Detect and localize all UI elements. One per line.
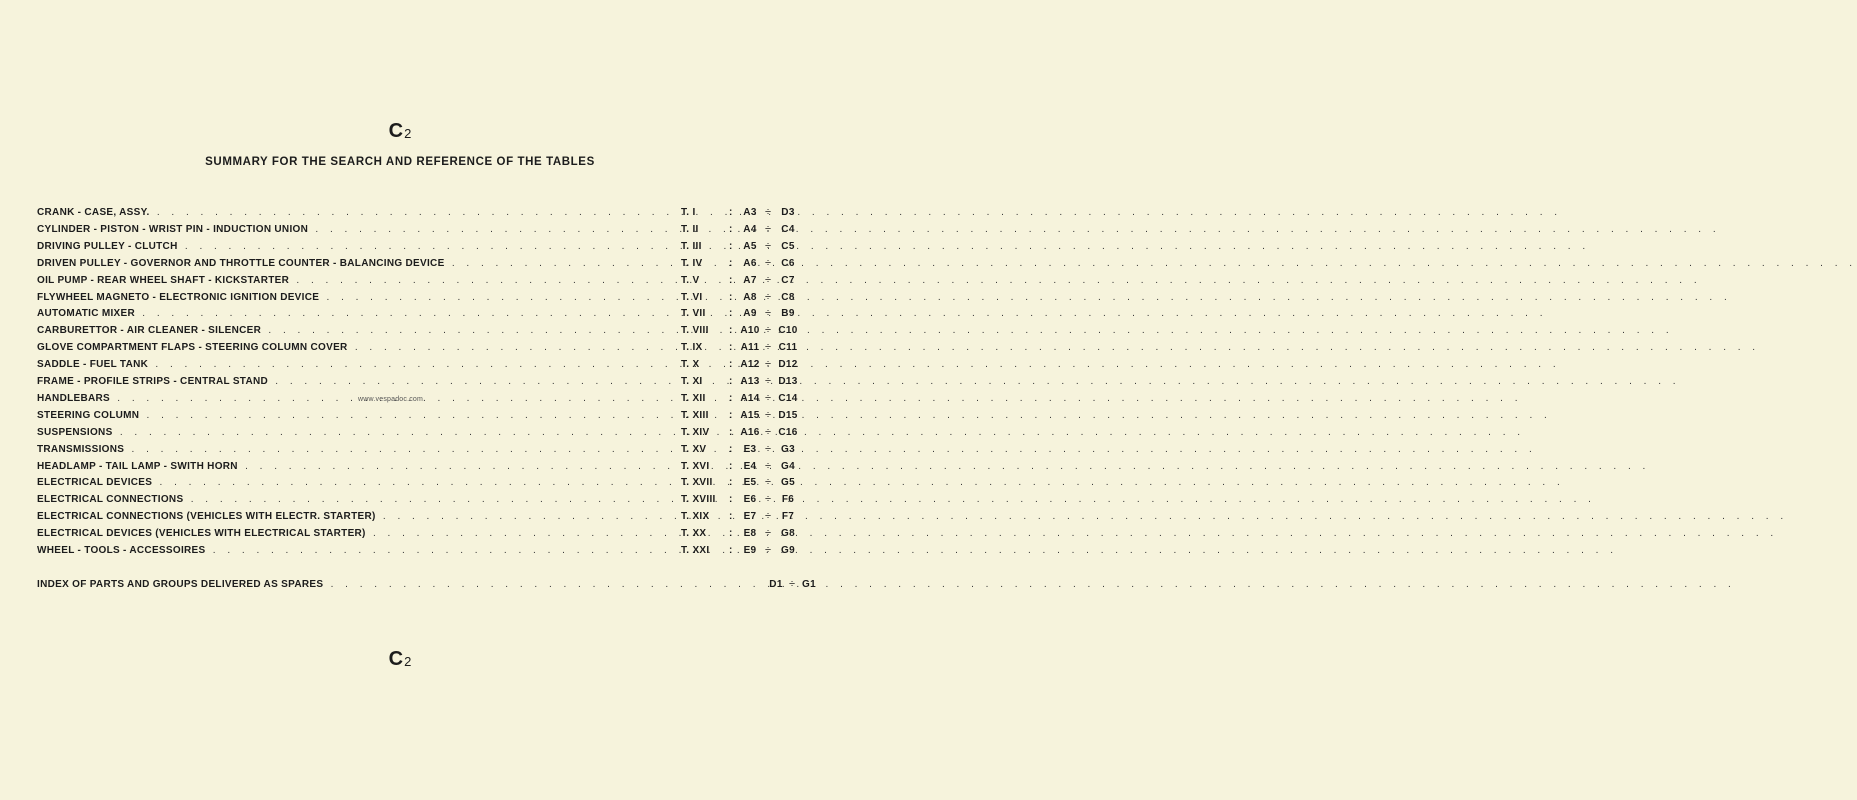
page-code-number-bottom: 2 [404, 654, 412, 669]
page-code-number: 2 [404, 126, 412, 141]
row-from-ref: E9 [743, 545, 757, 556]
row-colon: : [729, 528, 733, 540]
row-from-ref: A10 [740, 325, 760, 337]
table-row [37, 256, 795, 275]
index-row-to: G1 [802, 579, 816, 590]
row-label: DRIVING PULLEY - CLUTCH . . . [37, 241, 665, 252]
row-label: SADDLE - FUEL TANK . . . [37, 359, 665, 370]
row-to-ref: D15 [778, 409, 798, 421]
row-to-ref: G3 [781, 443, 795, 455]
index-row-from: D1 [769, 579, 783, 590]
page-code-bottom [0, 648, 800, 671]
row-label: ELECTRICAL CONNECTIONS (VEHICLES WITH ELECTR. STARTER) . . . [37, 511, 665, 522]
row-divide-sign: ÷ [765, 239, 772, 252]
row-table-number: T. VI [681, 291, 703, 303]
row-label: FLYWHEEL MAGNETO - ELECTRONIC IGNITION DEVICE . . . [37, 292, 665, 303]
row-from-ref: A5 [743, 240, 757, 252]
row-to-ref: G5 [781, 477, 795, 489]
row-divide-sign: ÷ [765, 527, 772, 540]
row-table-number: T. XIII [681, 409, 709, 421]
row-table-number: T. XI [681, 376, 703, 387]
index-row-divide-sign: ÷ [789, 578, 796, 590]
row-colon: : [729, 409, 733, 421]
row-divide-sign: ÷ [765, 375, 772, 387]
row-colon: : [729, 392, 733, 404]
row-divide-sign: ÷ [765, 493, 772, 506]
row-colon: : [729, 325, 733, 337]
watermark-text: www.vespadoc.com [358, 396, 424, 403]
row-label: GLOVE COMPARTMENT FLAPS - STEERING COLUMN COVER . . . [37, 342, 665, 353]
row-colon: : [729, 223, 733, 235]
row-divide-sign: ÷ [765, 391, 772, 404]
row-label: CYLINDER - PISTON - WRIST PIN - INDUCTION UNION . . . [37, 224, 665, 235]
table-row [37, 324, 798, 342]
row-to-ref: C14 [778, 392, 798, 404]
row-colon: : [729, 308, 733, 320]
row-colon: : [729, 477, 733, 489]
row-to-ref: F6 [781, 494, 795, 506]
row-label: OIL PUMP - REAR WHEEL SHAFT - KICKSTARTER . . . [37, 275, 665, 286]
table-row [37, 527, 795, 545]
page-code-top [0, 120, 800, 143]
row-colon: : [729, 460, 733, 472]
row-table-number: T. XX [681, 528, 707, 540]
row-divide-sign: ÷ [765, 273, 772, 286]
row-to-ref: C16 [778, 426, 798, 438]
row-table-number: T. XII [681, 392, 706, 404]
row-to-ref: C4 [781, 223, 795, 235]
table-row [37, 358, 798, 376]
table-row [37, 375, 798, 393]
row-label: CARBURETTOR - AIR CLEANER - SILENCER . . . [37, 325, 665, 336]
row-table-number: T. X [681, 359, 700, 371]
row-divide-sign: ÷ [765, 206, 772, 218]
row-to-ref: C6 [781, 257, 795, 269]
index-row [37, 578, 816, 596]
page-code-letter: C [388, 120, 404, 142]
row-table-number: T. XVIII [681, 494, 716, 506]
row-table-number: T. XIV [681, 426, 710, 438]
row-from-ref: E3 [743, 443, 757, 455]
table-row [37, 290, 795, 309]
row-from-ref: A11 [740, 342, 760, 354]
row-from-ref: E8 [743, 528, 757, 540]
row-from-ref: A14 [740, 392, 760, 404]
page-code-letter-bottom: C [388, 648, 404, 670]
row-label: DRIVEN PULLEY - GOVERNOR AND THROTTLE COUNTER - BALANCING DEVICE . . . [37, 258, 665, 269]
row-from-ref: A3 [743, 207, 757, 218]
table-row [37, 425, 798, 444]
row-divide-sign: ÷ [765, 307, 772, 320]
row-colon: : [729, 274, 733, 286]
row-divide-sign: ÷ [765, 459, 772, 472]
row-from-ref: A13 [740, 376, 760, 387]
row-to-ref: D12 [778, 359, 798, 371]
row-divide-sign: ÷ [765, 324, 772, 337]
table-row [37, 476, 795, 494]
row-table-number: T. XVII [681, 477, 713, 489]
row-to-ref: C5 [781, 240, 795, 252]
row-colon: : [729, 545, 733, 556]
row-to-ref: C8 [781, 291, 795, 303]
row-label: STEERING COLUMN . . . [37, 410, 665, 421]
row-from-ref: A8 [743, 291, 757, 303]
row-label: CRANK - CASE, ASSY. . . . [37, 207, 665, 218]
row-divide-sign: ÷ [765, 290, 772, 303]
row-to-ref: C7 [781, 274, 795, 286]
row-to-ref: C11 [778, 342, 798, 354]
table-row [37, 341, 798, 359]
row-label: HANDLEBARS . . . [37, 393, 665, 404]
row-divide-sign: ÷ [765, 256, 772, 269]
row-colon: : [729, 257, 733, 269]
row-from-ref: A16 [740, 426, 760, 438]
row-from-ref: A6 [743, 257, 757, 269]
row-from-ref: A15 [740, 409, 760, 421]
row-table-number: T. XXI [681, 545, 710, 556]
row-divide-sign: ÷ [765, 476, 772, 489]
page-title: SUMMARY FOR THE SEARCH AND REFERENCE OF THE TABLES [205, 156, 595, 168]
row-label: AUTOMATIC MIXER . . . [37, 308, 665, 319]
row-label: TRANSMISSIONS . . . [37, 444, 665, 455]
row-table-number: T. VII [681, 308, 706, 320]
row-divide-sign: ÷ [765, 222, 772, 235]
index-row-label: INDEX OF PARTS AND GROUPS DELIVERED AS SPARES . . . [37, 579, 742, 590]
row-table-number: T. IV [681, 257, 703, 269]
row-table-number: T. VIII [681, 325, 709, 337]
row-from-ref: E7 [743, 511, 757, 523]
table-row [37, 493, 795, 511]
row-table-number: T. XIX [681, 511, 710, 523]
row-from-ref: A7 [743, 274, 757, 286]
row-to-ref: B9 [781, 308, 795, 320]
table-row [37, 459, 795, 478]
row-table-number: T. V [681, 274, 700, 286]
row-to-ref: G9 [781, 545, 795, 556]
row-divide-sign: ÷ [765, 425, 772, 438]
row-to-ref: D3 [781, 207, 795, 218]
row-from-ref: E5 [743, 477, 757, 489]
row-table-number: T. XV [681, 443, 707, 455]
row-to-ref: C10 [778, 325, 798, 337]
row-to-ref: G4 [781, 460, 795, 472]
row-colon: : [729, 494, 733, 506]
row-from-ref: A9 [743, 308, 757, 320]
table-row [37, 239, 795, 258]
row-divide-sign: ÷ [765, 510, 772, 523]
row-colon: : [729, 291, 733, 303]
row-colon: : [729, 426, 733, 438]
row-table-number: T. I [681, 207, 696, 218]
summary-page [0, 0, 816, 800]
row-colon: : [729, 342, 733, 354]
row-colon: : [729, 443, 733, 455]
row-from-ref: A4 [743, 223, 757, 235]
row-label: HEADLAMP - TAIL LAMP - SWITH HORN . . . [37, 461, 665, 472]
table-row [37, 273, 795, 292]
row-label: ELECTRICAL DEVICES (VEHICLES WITH ELECTRICAL STARTER) . . . [37, 528, 665, 539]
row-colon: : [729, 240, 733, 252]
row-table-number: T. IX [681, 342, 703, 354]
row-divide-sign: ÷ [765, 358, 772, 371]
row-table-number: T. II [681, 223, 699, 235]
row-from-ref: A12 [740, 359, 760, 371]
table-row [37, 206, 795, 224]
table-row [37, 442, 795, 461]
row-colon: : [729, 511, 733, 523]
row-to-ref: G8 [781, 528, 795, 540]
table-row [37, 544, 795, 562]
row-divide-sign: ÷ [765, 341, 772, 354]
row-label: SUSPENSIONS . . . [37, 427, 665, 438]
row-table-number: T. III [681, 240, 702, 252]
table-row [37, 510, 795, 528]
row-divide-sign: ÷ [765, 544, 772, 556]
row-label: ELECTRICAL CONNECTIONS . . . [37, 494, 665, 505]
table-row [37, 307, 795, 325]
row-label: ELECTRICAL DEVICES . . . [37, 477, 665, 488]
row-from-ref: E6 [743, 494, 757, 506]
table-row [37, 408, 798, 427]
table-row [37, 222, 795, 241]
row-to-ref: F7 [781, 511, 795, 523]
row-colon: : [729, 359, 733, 371]
row-divide-sign: ÷ [765, 408, 772, 421]
row-label: WHEEL - TOOLS - ACCESSOIRES . . . [37, 545, 665, 556]
row-to-ref: D13 [778, 376, 798, 387]
row-colon: : [729, 376, 733, 387]
row-colon: : [729, 207, 733, 218]
row-table-number: T. XVI [681, 460, 710, 472]
row-from-ref: E4 [743, 460, 757, 472]
row-label: FRAME - PROFILE STRIPS - CENTRAL STAND . . . [37, 376, 665, 387]
row-divide-sign: ÷ [765, 442, 772, 455]
